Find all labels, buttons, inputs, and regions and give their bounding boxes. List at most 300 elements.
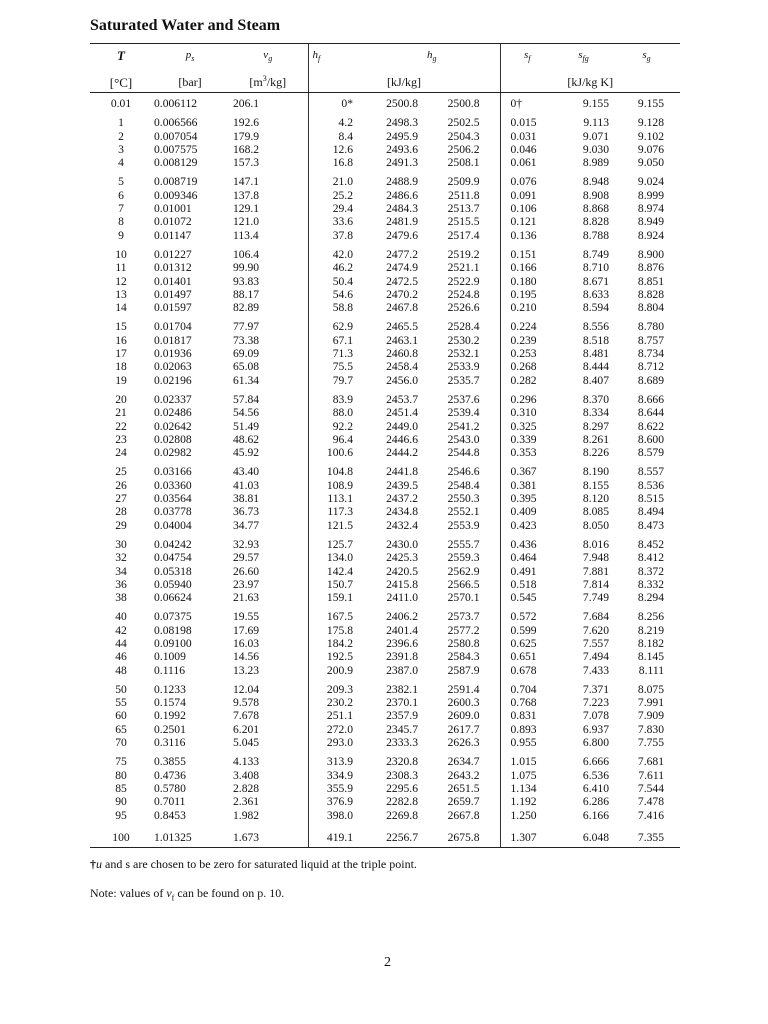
- cell-hg: 2570.1: [447, 591, 480, 605]
- cell-hg: 2506.2: [447, 142, 480, 156]
- table-row: [90, 465, 680, 478]
- cell-sg: 7.416: [637, 808, 664, 822]
- cell-temperature: 16: [115, 333, 127, 347]
- cell-hf: 37.8: [308, 229, 363, 242]
- cell-specific-volume: 192.6: [233, 116, 260, 130]
- cell-temperature: 50: [115, 682, 127, 696]
- table-row: [90, 538, 680, 551]
- cell-temperature: 1: [118, 116, 124, 130]
- cell-specific-volume: 45.92: [233, 446, 260, 460]
- cell-hf: 167.5: [308, 610, 363, 623]
- note-text: Note: values of $v_f$ can be found on p. 10.: [90, 886, 285, 903]
- cell-specific-volume: 48.62: [233, 432, 260, 446]
- cell-pressure: 0.01312: [154, 261, 192, 275]
- cell-sfg: 6.666: [582, 755, 609, 769]
- cell-specific-volume: 157.3: [233, 156, 260, 170]
- cell-hfg: 2430.0: [386, 537, 418, 551]
- cell-hfg: 2488.9: [386, 175, 418, 189]
- table-row: [90, 334, 680, 347]
- cell-hfg: 2256.7: [363, 828, 425, 848]
- cell-hg: 2500.8: [447, 97, 480, 110]
- cell-specific-volume: 106.4: [233, 247, 260, 261]
- cell-sf: 0.091: [500, 189, 554, 202]
- cell-hfg: 2486.6: [386, 188, 418, 202]
- cell-sg: 7.909: [637, 709, 664, 723]
- cell-sf: 0.224: [500, 320, 554, 333]
- cell-sfg: 8.868: [582, 202, 609, 216]
- cell-pressure: 0.008719: [154, 175, 198, 189]
- cell-hg: 2552.1: [447, 505, 480, 519]
- cell-hfg: 2493.6: [386, 142, 418, 156]
- cell-temperature: 12: [115, 274, 127, 288]
- col-header-temperature: T: [90, 44, 152, 70]
- cell-pressure: 0.2501: [154, 722, 186, 736]
- cell-pressure: 0.1992: [154, 709, 186, 723]
- cell-pressure: 0.04004: [154, 518, 192, 532]
- cell-hfg: 2401.4: [386, 623, 418, 637]
- cell-hfg: 2460.8: [386, 347, 418, 361]
- cell-hg: 2528.4: [447, 320, 480, 334]
- dagger-mark: †: [90, 857, 96, 871]
- cell-specific-volume: 5.045: [233, 736, 260, 750]
- table-row: [90, 492, 680, 505]
- cell-hg: 2573.7: [447, 610, 480, 624]
- cell-sg: 7.544: [637, 781, 664, 795]
- cell-specific-volume: 14.56: [233, 650, 260, 664]
- cell-hf: 293.0: [308, 736, 363, 749]
- cell-hf: 33.6: [308, 215, 363, 228]
- table-row: [90, 261, 680, 274]
- cell-temperature: 90: [115, 795, 127, 809]
- cell-sg: 8.949: [637, 215, 664, 229]
- cell-hf: 46.2: [308, 261, 363, 274]
- cell-hfg: 2308.3: [386, 768, 418, 782]
- cell-hfg: 2382.1: [386, 682, 418, 696]
- page-title: Saturated Water and Steam: [90, 17, 281, 34]
- steam-table: [90, 43, 680, 848]
- cell-hg: 2513.7: [447, 202, 480, 216]
- cell-specific-volume: 21.63: [233, 591, 260, 605]
- cell-hf: 67.1: [308, 334, 363, 347]
- cell-specific-volume: 41.03: [233, 478, 260, 492]
- cell-temperature: 4: [118, 156, 124, 170]
- cell-sg: 8.452: [637, 537, 664, 551]
- cell-sg: 8.734: [637, 347, 664, 361]
- cell-sfg: 8.190: [582, 465, 609, 479]
- cell-specific-volume: 129.1: [233, 202, 260, 216]
- cell-temperature: 44: [115, 636, 127, 650]
- cell-sfg: 8.261: [582, 432, 609, 446]
- cell-hg: 2535.7: [447, 373, 480, 387]
- cell-hg: 2600.3: [447, 696, 480, 710]
- cell-pressure: 1.01325: [152, 828, 228, 848]
- cell-sf: 0.353: [500, 446, 554, 459]
- cell-sfg: 9.030: [582, 142, 609, 156]
- cell-hf: 142.4: [308, 565, 363, 578]
- cell-pressure: 0.04754: [154, 551, 192, 565]
- cell-sfg: 8.444: [582, 360, 609, 374]
- cell-sg: 8.557: [637, 465, 664, 479]
- cell-sg: 9.024: [637, 175, 664, 189]
- cell-sfg: 6.048: [554, 828, 613, 848]
- cell-sf: 0.395: [500, 492, 554, 505]
- cell-sfg: 8.556: [582, 320, 609, 334]
- cell-sg: 8.294: [637, 591, 664, 605]
- cell-specific-volume: 17.69: [233, 623, 260, 637]
- cell-hf: 83.9: [308, 393, 363, 406]
- cell-hf: 100.6: [308, 446, 363, 459]
- cell-sfg: 7.371: [582, 682, 609, 696]
- cell-sf: 0.518: [500, 578, 554, 591]
- cell-sf: 0.210: [500, 301, 554, 314]
- cell-sf: 0.180: [500, 275, 554, 288]
- cell-sf: 0.325: [500, 420, 554, 433]
- cell-hf: 209.3: [308, 683, 363, 696]
- table-row: [90, 683, 680, 696]
- cell-pressure: 0.05318: [154, 564, 192, 578]
- cell-temperature: 36: [115, 577, 127, 591]
- cell-hg: 2539.4: [447, 406, 480, 420]
- cell-hg: 2541.2: [447, 419, 480, 433]
- cell-hf: 159.1: [308, 591, 363, 604]
- cell-temperature: 34: [115, 564, 127, 578]
- cell-hg: 2577.2: [447, 623, 480, 637]
- cell-pressure: 0.03564: [154, 492, 192, 506]
- cell-pressure: 0.03360: [154, 478, 192, 492]
- cell-hfg: 2406.2: [386, 610, 418, 624]
- cell-sg: 9.050: [637, 156, 664, 170]
- cell-sf: 0.015: [500, 116, 554, 129]
- col-header-sfg: $s_{fg}$: [554, 44, 613, 70]
- cell-temperature: 32: [115, 551, 127, 565]
- cell-specific-volume: 82.89: [233, 301, 260, 315]
- cell-sg: 8.644: [637, 406, 664, 420]
- cell-pressure: 0.1574: [154, 696, 186, 710]
- steam-table-container: [90, 43, 680, 848]
- cell-hg: 2509.9: [447, 175, 480, 189]
- cell-hf: 92.2: [308, 420, 363, 433]
- cell-pressure: 0.1233: [154, 682, 186, 696]
- cell-sg: 8.780: [637, 320, 664, 334]
- cell-specific-volume: 73.38: [233, 333, 260, 347]
- cell-temperature: 42: [115, 623, 127, 637]
- table-row: [90, 479, 680, 492]
- cell-hf: 355.9: [308, 782, 363, 795]
- cell-sf: 0.195: [500, 288, 554, 301]
- cell-hfg: 2439.5: [386, 478, 418, 492]
- cell-sfg: 8.085: [582, 505, 609, 519]
- cell-pressure: 0.07375: [154, 610, 192, 624]
- cell-hg: 2524.8: [447, 287, 480, 301]
- cell-sf: 0.310: [500, 406, 554, 419]
- table-row: [90, 519, 680, 532]
- cell-temperature: 27: [115, 492, 127, 506]
- cell-sfg: 8.120: [582, 492, 609, 506]
- cell-specific-volume: 121.0: [233, 215, 260, 229]
- cell-temperature: 2: [118, 129, 124, 143]
- cell-temperature: 8: [118, 215, 124, 229]
- cell-hfg: 2396.6: [386, 636, 418, 650]
- cell-pressure: 0.02063: [154, 360, 192, 374]
- table-row: [90, 795, 680, 808]
- cell-hfg: 2269.8: [386, 808, 418, 822]
- cell-specific-volume: 34.77: [233, 518, 260, 532]
- cell-pressure: 0.02486: [154, 406, 192, 420]
- cell-specific-volume: 1.982: [233, 808, 260, 822]
- cell-hf: 313.9: [308, 755, 363, 768]
- cell-temperature: 80: [115, 768, 127, 782]
- cell-temperature: 20: [115, 392, 127, 406]
- cell-hf: 150.7: [308, 578, 363, 591]
- cell-sg: 8.473: [637, 518, 664, 532]
- cell-pressure: 0.02337: [154, 392, 192, 406]
- cell-specific-volume: 77.97: [233, 320, 260, 334]
- cell-sfg: 8.334: [582, 406, 609, 420]
- cell-pressure: 0.01001: [154, 202, 192, 216]
- cell-hfg: 2465.5: [386, 320, 418, 334]
- cell-hg: 2544.8: [447, 446, 480, 460]
- cell-pressure: 0.01147: [154, 228, 192, 242]
- table-row: [90, 202, 680, 215]
- cell-hfg: 2495.9: [386, 129, 418, 143]
- cell-sfg: 8.828: [582, 215, 609, 229]
- cell-specific-volume: 43.40: [233, 465, 260, 479]
- cell-hg: 2566.5: [447, 577, 480, 591]
- cell-hfg: 2425.3: [386, 551, 418, 565]
- cell-specific-volume: 2.828: [233, 781, 260, 795]
- cell-hfg: 2463.1: [386, 333, 418, 347]
- cell-sg: 8.804: [637, 301, 664, 315]
- cell-sfg: 8.594: [582, 301, 609, 315]
- cell-hf: 200.9: [308, 664, 363, 677]
- cell-hfg: 2479.6: [386, 228, 418, 242]
- cell-sg: 8.075: [637, 682, 664, 696]
- cell-sfg: 8.016: [582, 537, 609, 551]
- cell-hfg: 2282.8: [386, 795, 418, 809]
- cell-pressure: 0.009346: [154, 188, 198, 202]
- cell-temperature: 21: [115, 406, 127, 420]
- cell-sf: 0.381: [500, 479, 554, 492]
- table-row: [90, 143, 680, 156]
- table-body: [90, 93, 680, 848]
- cell-hf: 184.2: [308, 637, 363, 650]
- table-row: [90, 809, 680, 822]
- cell-hf: 376.9: [308, 795, 363, 808]
- cell-sf: 0.106: [500, 202, 554, 215]
- cell-hfg: 2387.0: [386, 663, 418, 677]
- cell-sfg: 7.620: [582, 623, 609, 637]
- cell-sf: 0.545: [500, 591, 554, 604]
- cell-pressure: 0.7011: [154, 795, 186, 809]
- cell-hf: 134.0: [308, 551, 363, 564]
- cell-hf: 25.2: [308, 189, 363, 202]
- cell-specific-volume: 179.9: [233, 129, 260, 143]
- cell-specific-volume: 29.57: [233, 551, 260, 565]
- cell-temperature: 22: [115, 419, 127, 433]
- table-row: [90, 116, 680, 129]
- cell-temperature: 95: [115, 808, 127, 822]
- cell-hg: 2617.7: [447, 722, 480, 736]
- table-row: [90, 175, 680, 188]
- cell-hf: 54.6: [308, 288, 363, 301]
- cell-hfg: 2345.7: [386, 722, 418, 736]
- cell-sf: 0.572: [500, 610, 554, 623]
- cell-pressure: 0.01072: [154, 215, 192, 229]
- table-row: [90, 610, 680, 623]
- cell-pressure: 0.006112: [154, 97, 198, 110]
- cell-hg: 2522.9: [447, 274, 480, 288]
- cell-temperature: 70: [115, 736, 127, 750]
- cell-temperature: 75: [115, 755, 127, 769]
- cell-hfg: 2500.8: [386, 97, 418, 110]
- cell-sfg: 6.166: [582, 808, 609, 822]
- cell-pressure: 0.09100: [154, 636, 192, 650]
- cell-hg: 2508.1: [447, 156, 480, 170]
- cell-hfg: 2415.8: [386, 577, 418, 591]
- cell-pressure: 0.01401: [154, 274, 192, 288]
- cell-pressure: 0.008129: [154, 156, 198, 170]
- cell-sf: 0.166: [500, 261, 554, 274]
- cell-hfg: 2491.3: [386, 156, 418, 170]
- cell-hfg: 2441.8: [386, 465, 418, 479]
- cell-sf: 0.599: [500, 624, 554, 637]
- cell-sf: 1.075: [500, 769, 554, 782]
- cell-sfg: 8.710: [582, 261, 609, 275]
- cell-specific-volume: 137.8: [233, 188, 260, 202]
- cell-specific-volume: 9.578: [233, 696, 260, 710]
- cell-specific-volume: 61.34: [233, 373, 260, 387]
- table-row: [90, 736, 680, 749]
- table-row: [90, 578, 680, 591]
- cell-sf: 0.831: [500, 709, 554, 722]
- table-row: [90, 301, 680, 314]
- cell-sfg: 8.633: [582, 287, 609, 301]
- cell-hfg: 2498.3: [386, 116, 418, 130]
- cell-sf: 0.955: [500, 736, 554, 749]
- cell-hg: 2526.6: [447, 301, 480, 315]
- cell-sfg: 8.226: [582, 446, 609, 460]
- cell-sg: 8.579: [637, 446, 664, 460]
- cell-hfg: 2477.2: [386, 247, 418, 261]
- cell-sg: 8.600: [637, 432, 664, 446]
- cell-sfg: 8.948: [582, 175, 609, 189]
- cell-sf: 0.136: [500, 229, 554, 242]
- cell-specific-volume: 4.133: [233, 755, 260, 769]
- cell-pressure: 0.1009: [154, 650, 186, 664]
- cell-hg: 2517.4: [447, 228, 480, 242]
- cell-hg: 2659.7: [447, 795, 480, 809]
- cell-temperature: 65: [115, 722, 127, 736]
- cell-sfg: 6.536: [582, 768, 609, 782]
- cell-pressure: 0.02982: [154, 446, 192, 460]
- cell-specific-volume: 19.55: [233, 610, 260, 624]
- table-row: [90, 446, 680, 459]
- cell-hfg: 2391.8: [386, 650, 418, 664]
- cell-hg: 2559.3: [447, 551, 480, 565]
- cell-sg: 8.332: [637, 577, 664, 591]
- cell-sf: 0.491: [500, 565, 554, 578]
- cell-sf: 0.339: [500, 433, 554, 446]
- cell-sfg: 6.410: [582, 781, 609, 795]
- cell-temperature: 24: [115, 446, 127, 460]
- cell-hf: 117.3: [308, 505, 363, 518]
- cell-temperature: 55: [115, 696, 127, 710]
- page-number: 2: [384, 955, 391, 970]
- cell-sg: 7.681: [637, 755, 664, 769]
- cell-hf: 42.0: [308, 248, 363, 261]
- cell-sf: 0.046: [500, 143, 554, 156]
- cell-temperature: 0.01: [110, 97, 132, 110]
- cell-sg: 8.851: [637, 274, 664, 288]
- cell-sfg: 9.155: [582, 97, 609, 110]
- cell-temperature: 60: [115, 709, 127, 723]
- cell-temperature: 13: [115, 287, 127, 301]
- cell-sfg: 8.749: [582, 247, 609, 261]
- cell-temperature: 17: [115, 347, 127, 361]
- cell-hf: 71.3: [308, 347, 363, 360]
- footnote: †u and s are chosen to be zero for saturated liquid at the triple point.: [90, 857, 417, 871]
- cell-hfg: 2484.3: [386, 202, 418, 216]
- table-row: [90, 156, 680, 169]
- cell-hg: 2543.0: [447, 432, 480, 446]
- table-row: [90, 189, 680, 202]
- cell-sfg: 8.407: [582, 373, 609, 387]
- table-row: [90, 320, 680, 333]
- cell-sf: 0†: [500, 93, 554, 111]
- cell-temperature: 48: [115, 663, 127, 677]
- cell-sf: 0.436: [500, 538, 554, 551]
- cell-sg: 8.372: [637, 564, 664, 578]
- cell-hf: 21.0: [308, 175, 363, 188]
- cell-sfg: 7.223: [582, 696, 609, 710]
- cell-hg: 2651.5: [447, 781, 480, 795]
- cell-temperature: 11: [115, 261, 127, 275]
- table-row: [90, 624, 680, 637]
- cell-temperature: 19: [115, 373, 127, 387]
- cell-hfg: 2474.9: [386, 261, 418, 275]
- cell-sf: 0.704: [500, 683, 554, 696]
- cell-sfg: 8.050: [582, 518, 609, 532]
- cell-temperature: 29: [115, 518, 127, 532]
- cell-sg: 8.145: [637, 650, 664, 664]
- cell-sg: 8.412: [637, 551, 664, 565]
- cell-sf: 0.076: [500, 175, 554, 188]
- cell-hfg: 2320.8: [386, 755, 418, 769]
- table-row: [90, 406, 680, 419]
- cell-hf: 50.4: [308, 275, 363, 288]
- col-header-pressure: $p_s$: [152, 44, 228, 70]
- cell-sf: 0.031: [500, 130, 554, 143]
- cell-sfg: 7.433: [582, 663, 609, 677]
- cell-sfg: 7.814: [582, 577, 609, 591]
- cell-sf: 0.893: [500, 723, 554, 736]
- cell-specific-volume: 88.17: [233, 287, 260, 301]
- cell-hfg: 2446.6: [386, 432, 418, 446]
- cell-sg: 9.155: [637, 97, 664, 110]
- cell-temperature: 23: [115, 432, 127, 446]
- cell-specific-volume: 26.60: [233, 564, 260, 578]
- cell-hg: 2591.4: [447, 682, 480, 696]
- cell-pressure: 0.3116: [154, 736, 186, 750]
- cell-sfg: 8.788: [582, 228, 609, 242]
- cell-sf: 1.192: [500, 795, 554, 808]
- cell-specific-volume: 51.49: [233, 419, 260, 433]
- table-row: [90, 664, 680, 677]
- cell-specific-volume: 54.56: [233, 406, 260, 420]
- cell-pressure: 0.04242: [154, 537, 192, 551]
- cell-sg: 8.757: [637, 333, 664, 347]
- cell-temperature: 14: [115, 301, 127, 315]
